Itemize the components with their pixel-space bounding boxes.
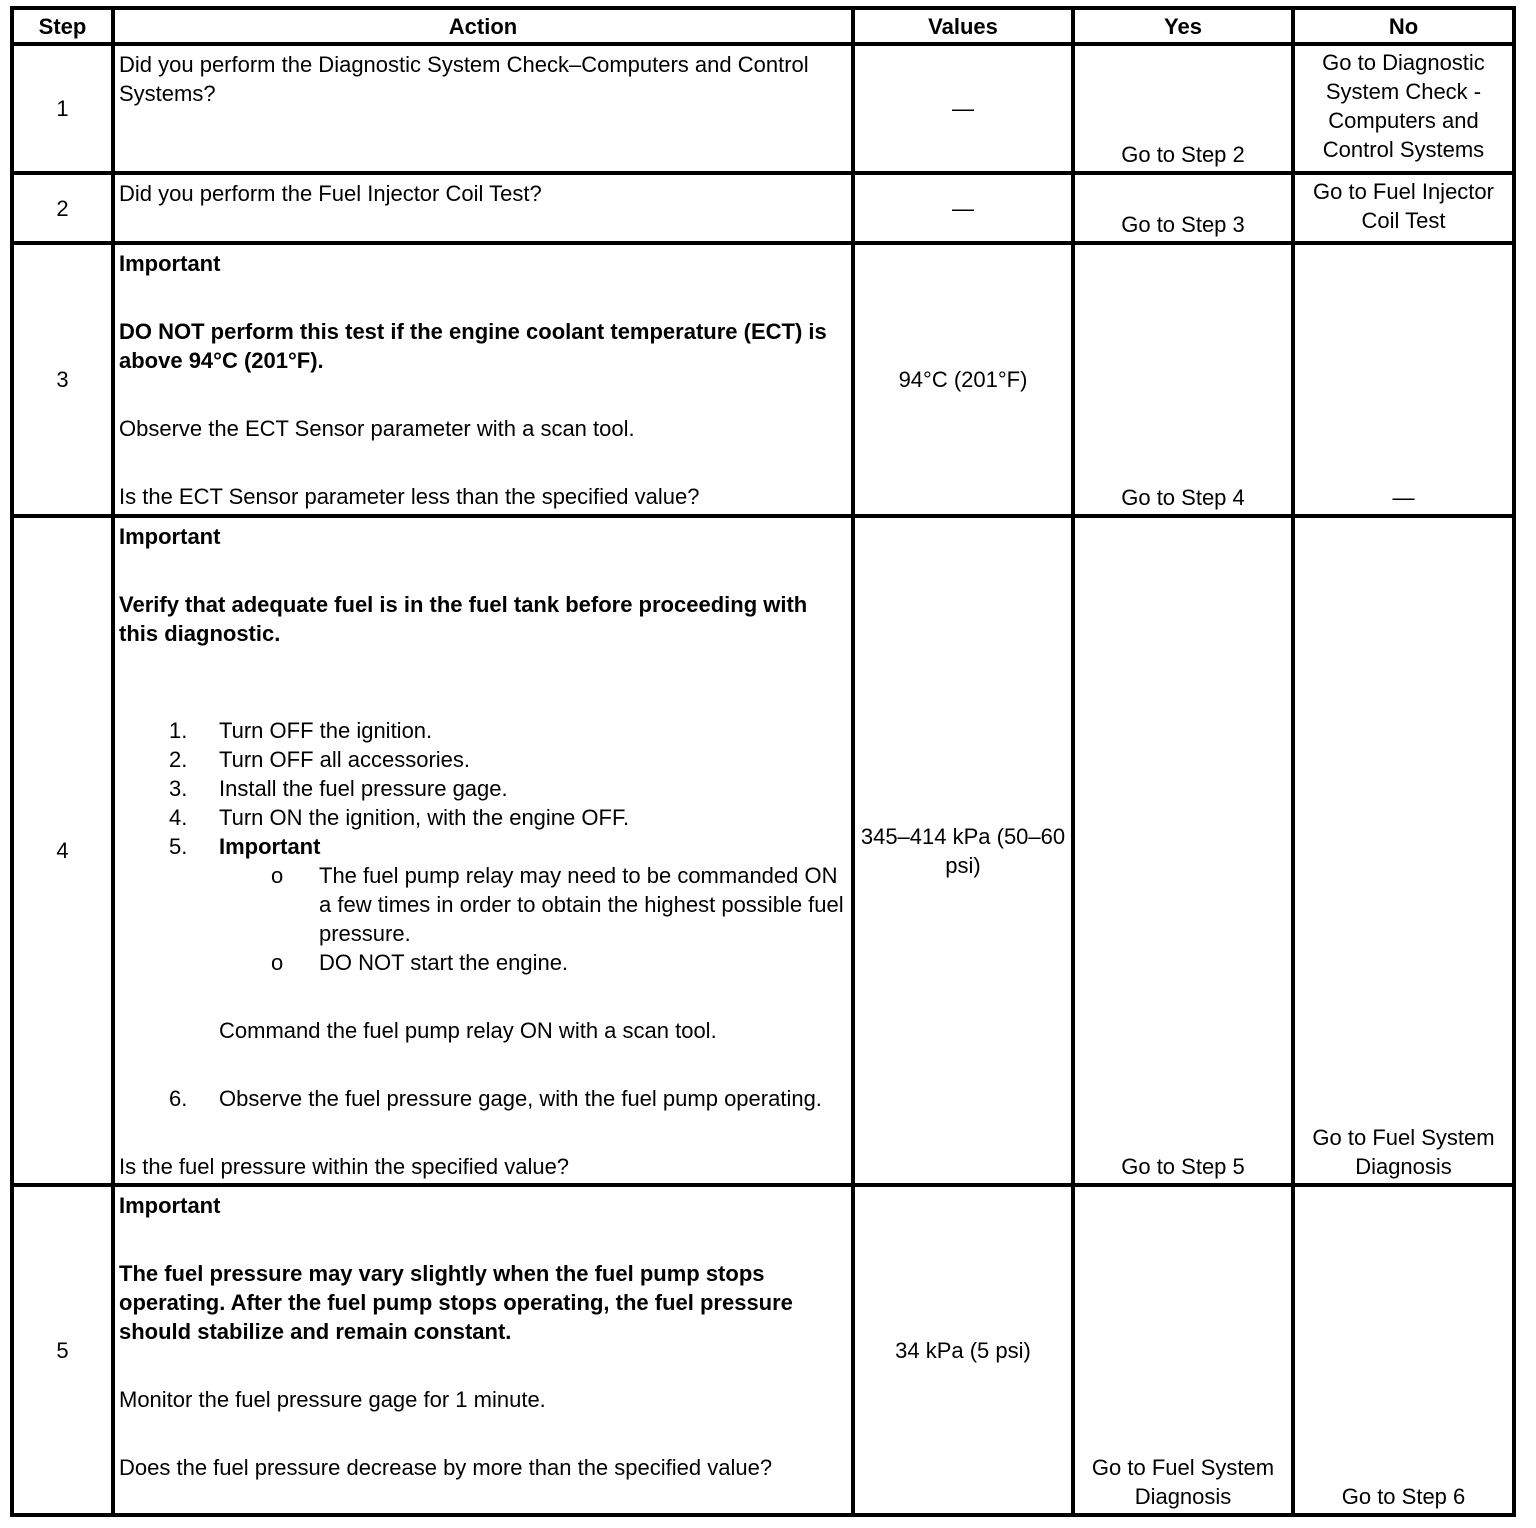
- no-link[interactable]: Go to Fuel System Diagnosis: [1293, 516, 1514, 1185]
- header-values: Values: [853, 8, 1073, 44]
- header-row: [12, 8, 1514, 44]
- action-cell: [113, 1185, 853, 1515]
- diagnostic-table: [10, 6, 1516, 1517]
- header-no: No: [1293, 8, 1514, 44]
- step-number: 5: [12, 1185, 113, 1515]
- values-cell: —: [853, 173, 1073, 243]
- important-text: The fuel pressure may vary slightly when the fuel pump stops operating. After the fuel pump stops operating, the fuel pressure should stabilize and remain constant.: [119, 1261, 793, 1344]
- step-number: 4: [12, 516, 113, 1185]
- no-link[interactable]: Go to Fuel Injector Coil Test: [1293, 173, 1514, 243]
- step-number: 2: [12, 173, 113, 243]
- yes-link[interactable]: Go to Step 3: [1073, 173, 1293, 243]
- list-item: 2. Turn OFF all accessories.: [169, 747, 471, 772]
- table-row-step-2: [12, 173, 1514, 243]
- command-text: Command the fuel pump relay ON with a scan tool.: [219, 1018, 717, 1043]
- header-step: Step: [12, 8, 113, 44]
- sub-list-item: o The fuel pump relay may need to be commanded ON a few times in order to obtain the highest possible fuel pressure.: [271, 863, 844, 946]
- action-text: Did you perform the Diagnostic System Check–Computers and Control Systems?: [113, 44, 853, 173]
- list-item: 3. Install the fuel pressure gage.: [169, 776, 508, 801]
- action-cell: [113, 243, 853, 516]
- table-row-step-3: [12, 243, 1514, 516]
- question-text: Does the fuel pressure decrease by more than the specified value?: [119, 1455, 773, 1480]
- important-label: Important: [119, 251, 221, 276]
- list-item: 6. Observe the fuel pressure gage, with the fuel pump operating.: [169, 1086, 822, 1111]
- list-item: 4. Turn ON the ignition, with the engine OFF.: [169, 805, 630, 830]
- important-text: Verify that adequate fuel is in the fuel tank before proceeding with this diagnostic.: [119, 592, 808, 646]
- action-text: Did you perform the Fuel Injector Coil Test?: [113, 173, 853, 243]
- sub-list-item: o DO NOT start the engine.: [271, 950, 569, 975]
- important-label: Important: [119, 524, 221, 549]
- diagnostic-table-container: [10, 6, 1516, 1517]
- step-number: 1: [12, 44, 113, 173]
- no-link[interactable]: Go to Step 6: [1293, 1185, 1514, 1515]
- yes-link[interactable]: Go to Fuel System Diagnosis: [1073, 1185, 1293, 1515]
- important-text: DO NOT perform this test if the engine coolant temperature (ECT) is above 94°C (201°F).: [119, 319, 827, 373]
- question-text: Is the ECT Sensor parameter less than the specified value?: [119, 484, 700, 509]
- table-row-step-1: [12, 44, 1514, 173]
- values-cell: —: [853, 44, 1073, 173]
- action-cell: [113, 516, 853, 1185]
- no-link[interactable]: Go to Diagnostic System Check - Computers and Control Systems: [1293, 44, 1514, 173]
- procedure-list-cont: [119, 1084, 847, 1113]
- question-text: Is the fuel pressure within the specified value?: [119, 1154, 570, 1179]
- yes-link[interactable]: Go to Step 2: [1073, 44, 1293, 173]
- list-item: 1. Turn OFF the ignition.: [169, 718, 433, 743]
- instruction-text: Monitor the fuel pressure gage for 1 minute.: [119, 1387, 546, 1412]
- table-row-step-5: [12, 1185, 1514, 1515]
- values-cell: 345–414 kPa (50–60 psi): [853, 516, 1073, 1185]
- important-label: Important: [219, 834, 321, 859]
- procedure-list: [119, 716, 847, 861]
- sub-list: [119, 861, 847, 977]
- step-number: 3: [12, 243, 113, 516]
- no-value: —: [1293, 243, 1514, 516]
- values-cell: 94°C (201°F): [853, 243, 1073, 516]
- header-yes: Yes: [1073, 8, 1293, 44]
- important-label: Important: [119, 1193, 221, 1218]
- header-action: Action: [113, 8, 853, 44]
- list-item: 5. Important: [169, 834, 321, 859]
- yes-link[interactable]: Go to Step 4: [1073, 243, 1293, 516]
- table-row-step-4: [12, 516, 1514, 1185]
- yes-link[interactable]: Go to Step 5: [1073, 516, 1293, 1185]
- instruction-text: Observe the ECT Sensor parameter with a scan tool.: [119, 416, 635, 441]
- values-cell: 34 kPa (5 psi): [853, 1185, 1073, 1515]
